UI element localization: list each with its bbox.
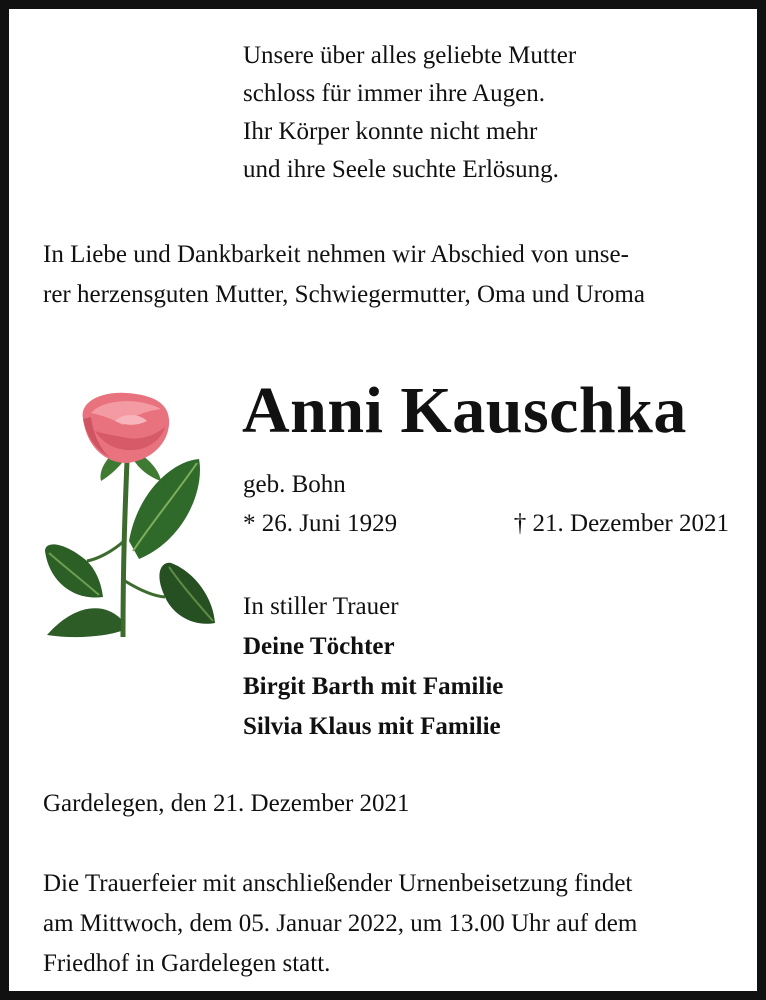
intro-line: rer herzensguten Mutter, Schwiegermutter, Oma und Uroma [43,281,645,308]
death-date: † 21. Dezember 2021 [513,510,729,537]
birth-date: * 26. Juni 1929 [243,510,398,537]
mourner-line: Deine Töchter [243,633,395,660]
farewell-intro [43,235,645,315]
verse-line: Ihr Körper konnte nicht mehr [243,118,538,145]
deceased-name: Anni Kauschka [242,374,687,447]
place-and-date: Gardelegen, den 21. Dezember 2021 [43,790,410,817]
mourning-intro: In stiller Trauer [243,593,399,620]
birth-name: geb. Bohn [243,471,346,498]
funeral-info-line: am Mittwoch, dem 05. Januar 2022, um 13.00 Uhr auf dem [43,910,638,937]
mourner-line: Birgit Barth mit Familie [243,673,504,700]
verse-line: Unsere über alles geliebte Mutter [243,42,577,69]
funeral-info [43,864,637,984]
verse-line: und ihre Seele suchte Erlösung. [243,156,559,183]
funeral-info-line: Die Trauerfeier mit anschließender Urnenbeisetzung findet [43,870,633,897]
opening-verse [243,37,576,189]
intro-line: In Liebe und Dankbarkeit nehmen wir Abschied von unse- [43,241,629,268]
rose-icon [43,391,219,639]
mourners-block [243,587,503,747]
mourner-line: Silvia Klaus mit Familie [243,713,501,740]
funeral-info-line: Friedhof in Gardelegen statt. [43,950,331,977]
verse-line: schloss für immer ihre Augen. [243,80,546,107]
